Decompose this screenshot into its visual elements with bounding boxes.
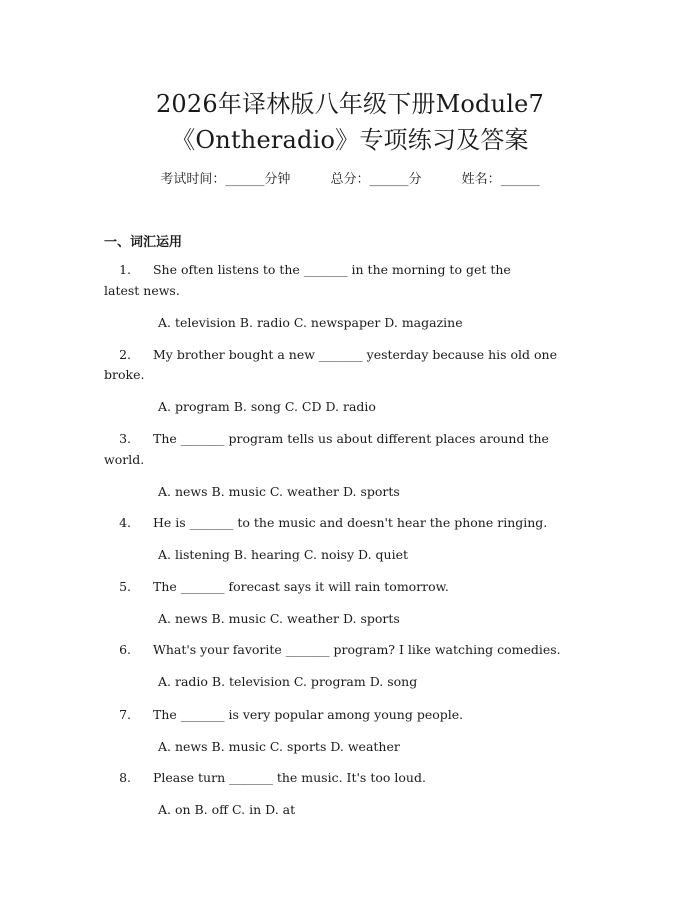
question-text: Please turn _______ the music. It's too loud. — [152, 770, 426, 785]
student-name: 姓名：______ — [461, 172, 540, 187]
question-5-options: A. news B. music C. weather D. sports — [158, 611, 400, 626]
question-number: 1 . — [104, 262, 131, 277]
question-3-options: A. news B. music C. weather D. sports — [158, 484, 400, 499]
question-number: 8 . — [104, 770, 131, 785]
question-text: My brother bought a new _______ yesterday because his old one — [152, 347, 557, 362]
question-number: 3 . — [104, 431, 131, 446]
question-2-options: A. program B. song C. CD D. radio — [158, 399, 376, 414]
document-title-line-2: 《Ontheradio》专项练习及答案 — [171, 126, 529, 154]
question-text: The _______ program tells us about different places around the — [152, 431, 549, 446]
question-text: He is _______ to the music and doesn't hear the phone ringing. — [152, 515, 548, 530]
question-number: 5 . — [104, 579, 131, 594]
question-1-continuation: latest news. — [104, 283, 180, 298]
question-1-options: A. television B. radio C. newspaper D. magazine — [158, 315, 463, 330]
question-2-continuation: broke. — [104, 367, 145, 382]
question-number: 7 . — [104, 707, 131, 722]
question-8 — [104, 770, 426, 785]
question-number: 4 . — [104, 515, 131, 530]
question-2 — [104, 347, 557, 362]
exam-info — [0, 168, 700, 187]
question-6 — [104, 642, 561, 657]
question-text: She often listens to the _______ in the morning to get the — [152, 262, 511, 277]
question-4 — [104, 515, 547, 530]
question-7 — [104, 707, 463, 722]
section-title: 一、词汇运用 — [104, 235, 183, 250]
exam-time: 考试时间：______分钟 — [160, 172, 291, 187]
question-text: What's your favorite _______ program? I like watching comedies. — [152, 642, 561, 657]
question-8-options: A. on B. off C. in D. at — [158, 802, 296, 817]
exam-total-score: 总分：______分 — [330, 172, 422, 187]
question-5 — [104, 579, 449, 594]
question-text: The _______ is very popular among young people. — [152, 707, 464, 722]
document-title-line-1: 2026年译林版八年级下册Module7 — [155, 90, 545, 118]
question-3 — [104, 431, 549, 446]
question-3-continuation: world. — [104, 452, 145, 467]
question-7-options: A. news B. music C. sports D. weather — [158, 739, 400, 754]
question-1 — [104, 262, 511, 277]
question-4-options: A. listening B. hearing C. noisy D. quiet — [158, 547, 408, 562]
question-number: 2 . — [104, 347, 131, 362]
question-number: 6 . — [104, 642, 131, 657]
question-text: The _______ forecast says it will rain tomorrow. — [152, 579, 449, 594]
question-6-options: A. radio B. television C. program D. song — [158, 674, 418, 689]
